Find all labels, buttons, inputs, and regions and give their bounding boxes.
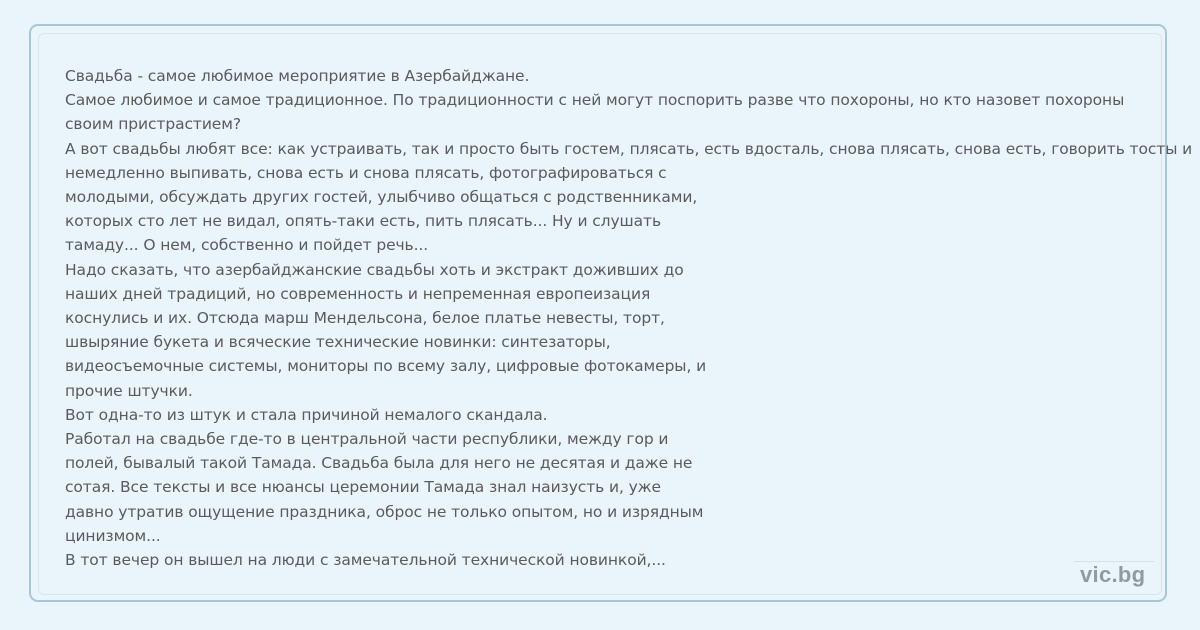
story-line: Вот одна-то из штук и стала причиной немалого скандала. xyxy=(65,405,548,424)
story-line: Самое любимое и самое традиционное. По традиционности с ней могут поспорить разве что похороны, но кто назовет похороны xyxy=(65,91,1125,110)
story-line: швыряние букета и всяческие технические новинки: синтезаторы, xyxy=(65,333,611,352)
site-watermark: vic.bg xyxy=(1080,562,1146,587)
story-line: прочие штучки. xyxy=(65,381,193,400)
story-line: наших дней традиций, но современность и непременная европеизация xyxy=(65,284,651,303)
story-line: коснулись и их. Отсюда марш Мендельсона, белое платье невесты, торт, xyxy=(65,309,665,328)
story-line: В тот вечер он вышел на люди с замечательной технической новинкой,... xyxy=(65,551,666,570)
story-line: своим пристрастием? xyxy=(65,115,241,134)
story-line: немедленно выпивать, снова есть и снова плясать, фотографироваться с xyxy=(65,163,667,182)
story-line: видеосъемочные системы, мониторы по всему залу, цифровые фотокамеры, и xyxy=(65,357,707,376)
story-line: цинизмом... xyxy=(65,526,161,545)
story-line: которых сто лет не видал, опять-таки есть, пить плясать... Ну и слушать xyxy=(65,212,662,231)
story-line: А вот свадьбы любят все: как устраивать, так и просто быть гостем, плясать, есть вдосталь, снова плясать, снова есть, говорить тосты и xyxy=(65,139,1193,158)
story-line: полей, бывалый такой Тамада. Свадьба была для него не десятая и даже не xyxy=(65,454,693,473)
story-line: давно утратив ощущение праздника, оброс не только опытом, но и изрядным xyxy=(65,502,704,521)
story-line: сотая. Все тексты и все нюансы церемонии Тамада знал наизусть и, уже xyxy=(65,478,661,497)
story-line: Надо сказать, что азербайджанские свадьбы хоть и экстракт доживших до xyxy=(65,260,684,279)
story-line: тамаду... О нем, собственно и пойдет речь... xyxy=(65,236,429,255)
story-line: Работал на свадьбе где-то в центральной части республики, между гор и xyxy=(65,430,669,449)
story-text xyxy=(65,64,1193,572)
story-line: молодыми, обсуждать других гостей, улыбчиво общаться с родственниками, xyxy=(65,188,698,207)
story-line: Свадьба - самое любимое мероприятие в Азербайджане. xyxy=(65,67,530,85)
